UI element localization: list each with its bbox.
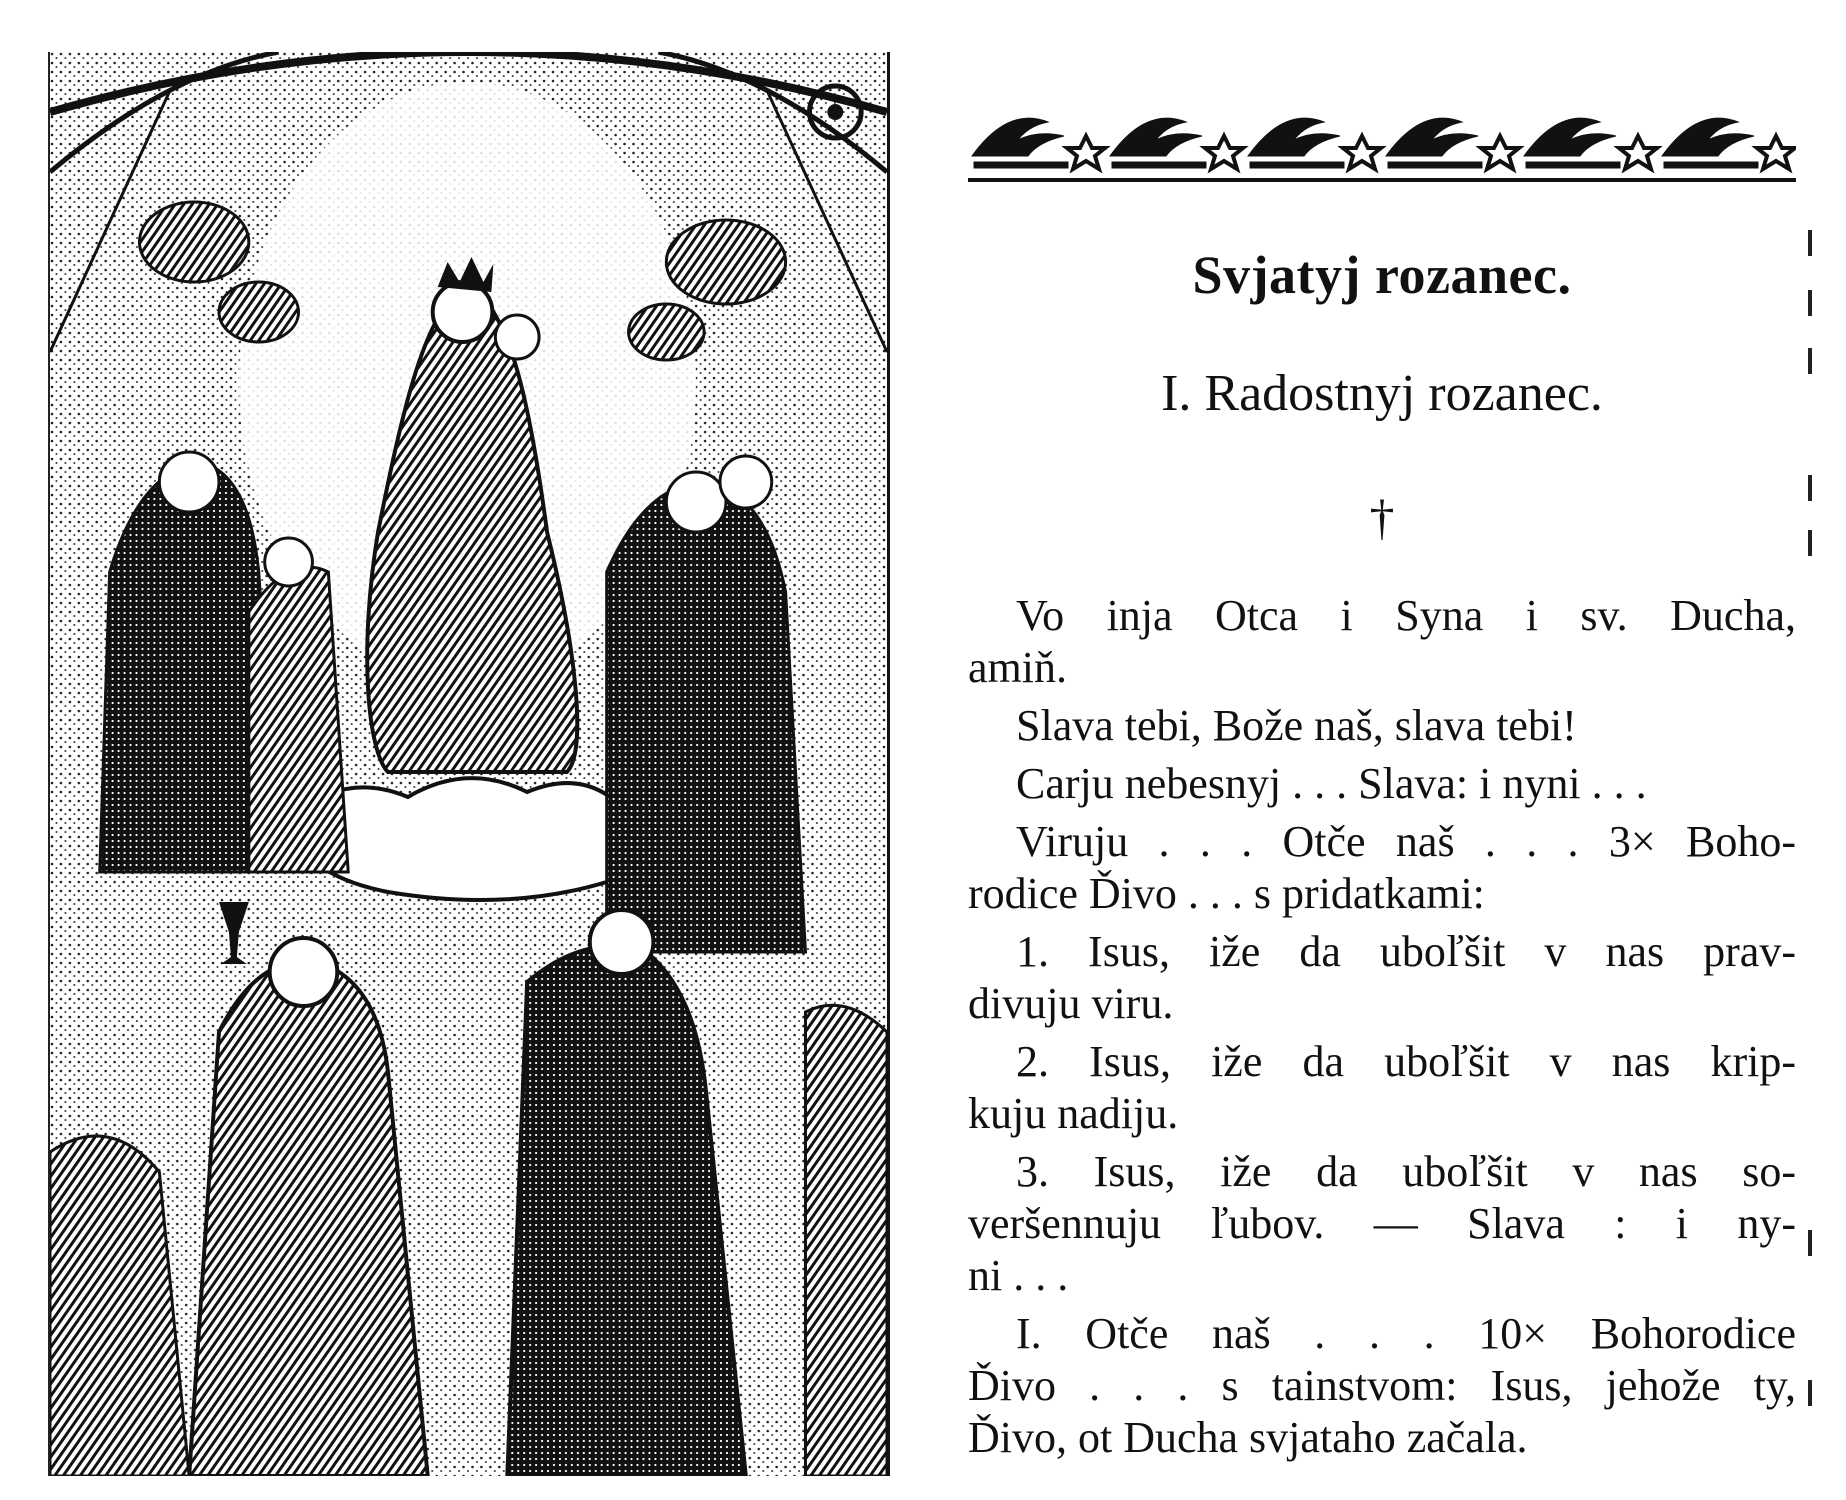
page-title: Svjatyj rozanec.	[1192, 245, 1572, 305]
text-line: Viruju . . . Otče naš . . . 3× Boho-	[1016, 817, 1796, 866]
text-line: 2. Isus, iže da uboľšit v nas krip-	[1016, 1037, 1796, 1086]
cross-mark: †	[1369, 489, 1395, 545]
edge-fragment	[1808, 290, 1812, 316]
text-page	[968, 96, 1796, 1476]
text-line: ni . . .	[968, 1251, 1069, 1300]
edge-fragment	[1808, 1230, 1812, 1256]
text-line: Ďivo . . . s tainstvom: Isus, jehože ty,	[968, 1361, 1796, 1410]
madonna-engraving	[48, 52, 890, 1476]
text-line: 1. Isus, iže da uboľšit v nas prav-	[1016, 927, 1796, 976]
paragraph	[968, 1036, 1796, 1140]
ornament-band	[968, 96, 1796, 182]
paragraph	[968, 1308, 1796, 1464]
text-line: Carju nebesnyj . . . Slava: i nyni . . .	[1016, 759, 1647, 808]
text-line: Slava tebi, Bože naš, slava tebi!	[1016, 701, 1577, 750]
paragraph	[968, 1146, 1796, 1302]
paragraph	[968, 590, 1796, 694]
edge-fragment	[1808, 348, 1812, 374]
paragraph	[968, 926, 1796, 1030]
edge-fragment	[1808, 530, 1812, 556]
facing-page-edge	[1808, 230, 1838, 1430]
decorative-wave-star-band-icon	[968, 96, 1796, 178]
edge-fragment	[1808, 1380, 1812, 1406]
section-subtitle: I. Radostnyj rozanec.	[1161, 365, 1603, 422]
paragraph	[968, 700, 1796, 752]
paragraph	[968, 816, 1796, 920]
text-line: rodice Ďivo . . . s pridatkami:	[968, 869, 1485, 918]
madonna-engraving-icon	[50, 52, 887, 1476]
text-line: amiň.	[968, 643, 1067, 692]
text-line: kuju nadiju.	[968, 1089, 1179, 1138]
text-line: divuju viru.	[968, 979, 1174, 1028]
text-line: veršennuju ľubov. — Slava : i ny-	[968, 1199, 1796, 1248]
prayer-text	[968, 590, 1796, 1470]
edge-fragment	[1808, 230, 1812, 256]
edge-fragment	[1808, 475, 1812, 501]
text-line: Vo inja Otca i Syna i sv. Ducha,	[1016, 591, 1796, 640]
text-line: 3. Isus, iže da uboľšit v nas so-	[1016, 1147, 1796, 1196]
text-line: I. Otče naš . . . 10× Bohorodice	[1016, 1309, 1796, 1358]
text-line: Ďivo, ot Ducha svjataho začala.	[968, 1413, 1528, 1462]
paragraph	[968, 758, 1796, 810]
